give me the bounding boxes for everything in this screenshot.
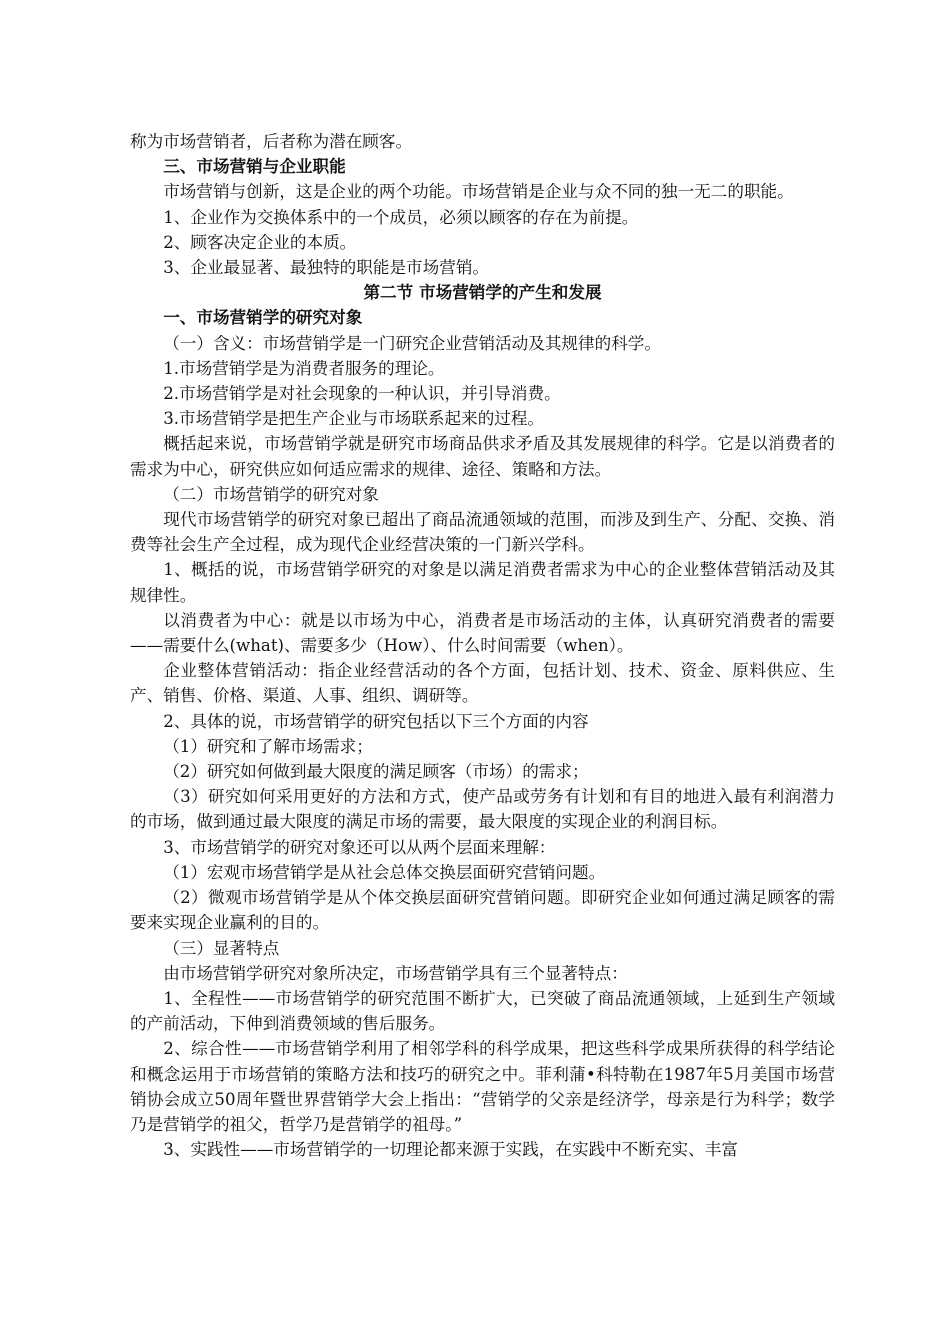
list-item: 1、企业作为交换体系中的一个成员，必须以顾客的存在为前提。 xyxy=(163,207,639,227)
paragraph: 1、概括的说，市场营销学研究的对象是以满足消费者需求为中心的企业整体营销活动及其规律性。 xyxy=(130,560,835,605)
subsection-heading: （一）含义：市场营销学是一门研究企业营销活动及其规律的科学。 xyxy=(163,333,661,353)
paragraph: 以消费者为中心：就是以市场为中心，消费者是市场活动的主体，认真研究消费者的需要——需要什么(what)、需要多少（How）、什么时间需要（when）。 xyxy=(130,610,835,656)
list-item: 1、全程性——市场营销学的研究范围不断扩大，已突破了商品流通领域，上延到生产领域的产前活动，下伸到消费领域的售后服务。 xyxy=(130,988,835,1034)
paragraph: 由市场营销学研究对象所决定，市场营销学具有三个显著特点： xyxy=(163,963,628,983)
chapter-section-title: 第二节 市场营销学的产生和发展 xyxy=(363,282,602,303)
list-item: 2、顾客决定企业的本质。 xyxy=(163,232,357,252)
list-item: （1）宏观市场营销学是从社会总体交换层面研究营销问题。 xyxy=(163,862,606,882)
paragraph: 企业整体营销活动：指企业经营活动的各个方面，包括计划、技术、资金、原料供应、生产、销售、价格、渠道、人事、组织、调研等。 xyxy=(130,661,835,706)
list-item: 3.市场营销学是把生产企业与市场联系起来的过程。 xyxy=(163,409,545,429)
list-item: （1）研究和了解市场需求； xyxy=(163,736,373,756)
list-item: 2.市场营销学是对社会现象的一种认识，并引导消费。 xyxy=(163,384,561,404)
paragraph: 概括起来说，市场营销学就是研究市场商品供求矛盾及其发展规律的科学。它是以消费者的需求为中心，研究供应如何适应需求的规律、途径、策略和方法。 xyxy=(130,434,835,479)
list-item: （2）微观市场营销学是从个体交换层面研究营销问题。即研究企业如何通过满足顾客的需要来实现企业赢利的目的。 xyxy=(130,888,835,933)
section-heading: 一、市场营销学的研究对象 xyxy=(163,307,363,328)
document-page xyxy=(130,129,835,1162)
paragraph: 2、具体的说，市场营销学的研究包括以下三个方面的内容 xyxy=(163,711,589,731)
list-item: 2、综合性——市场营销学利用了相邻学科的科学成果，把这些科学成果所获得的科学结论和概念运用于市场营销的策略方法和技巧的研究之中。菲利蒲•科特勒在1987年5月美国市场营销协会成立50周年暨世界营销学大会上指出：“营销学的父亲是经济学，母亲是行为科学；数学乃是营销学的祖父，哲学乃是营销学的祖母。” xyxy=(130,1039,835,1134)
paragraph: 3、市场营销学的研究对象还可以从两个层面来理解： xyxy=(163,837,556,857)
section-heading: 三、市场营销与企业职能 xyxy=(163,156,346,177)
paragraph-continuation: 称为市场营销者，后者称为潜在顾客。 xyxy=(130,132,413,151)
list-item: 3、实践性——市场营销学的一切理论都来源于实践，在实践中不断充实、丰富 xyxy=(163,1140,738,1160)
subsection-heading: （三）显著特点 xyxy=(163,938,280,958)
list-item: 1.市场营销学是为消费者服务的理论。 xyxy=(163,358,445,378)
list-item: 3、企业最显著、最独特的职能是市场营销。 xyxy=(163,258,490,278)
list-item: （3）研究如何采用更好的方法和方式，使产品或劳务有计划和有目的地进入最有利润潜力的市场，做到通过最大限度的满足市场的需要，最大限度的实现企业的利润目标。 xyxy=(130,787,835,832)
paragraph: 市场营销与创新，这是企业的两个功能。市场营销是企业与众不同的独一无二的职能。 xyxy=(163,182,794,202)
subsection-heading: （二）市场营销学的研究对象 xyxy=(163,484,379,504)
list-item: （2）研究如何做到最大限度的满足顾客（市场）的需求； xyxy=(163,762,589,782)
paragraph: 现代市场营销学的研究对象已超出了商品流通领域的范围，而涉及到生产、分配、交换、消费等社会生产全过程，成为现代企业经营决策的一门新兴学科。 xyxy=(130,510,835,555)
